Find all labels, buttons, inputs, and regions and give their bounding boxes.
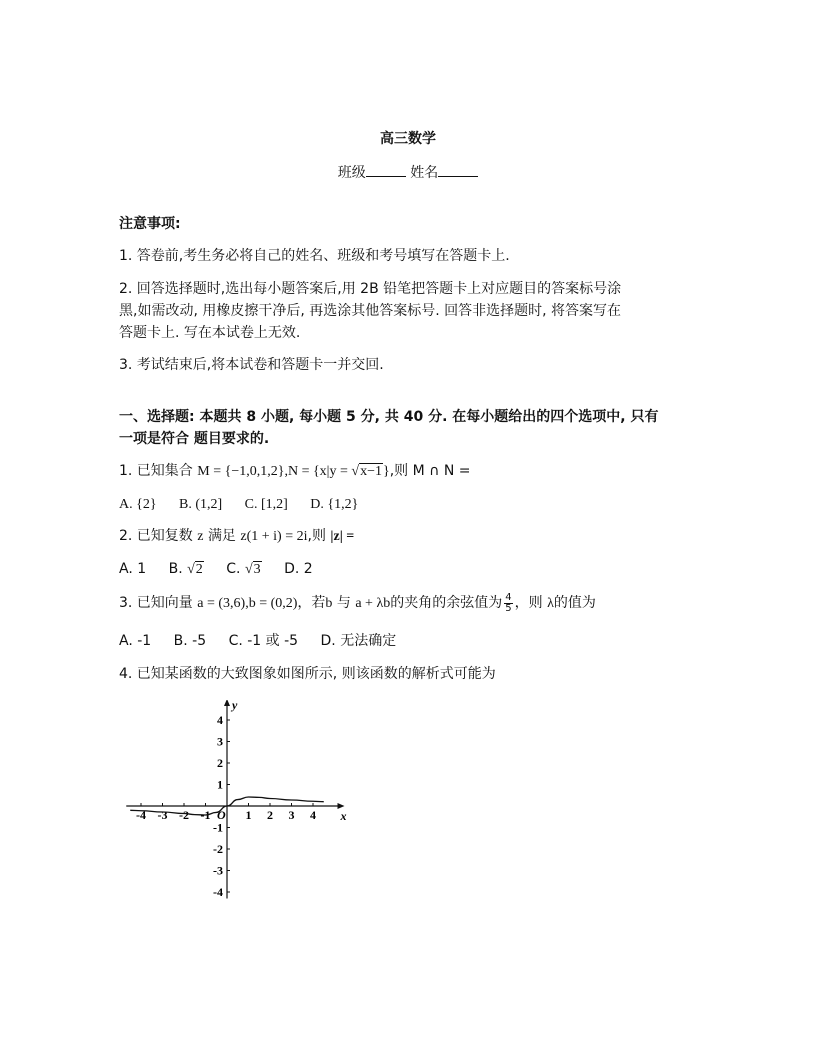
class-blank[interactable] xyxy=(366,164,406,177)
x-tick-label: 3 xyxy=(288,808,295,822)
note-item-1: 1. 答卷前,考生务必将自己的姓名、班级和考号填写在答题卡上. xyxy=(119,248,510,264)
q1-suffix: ,则 M ∩ N = xyxy=(389,463,471,479)
y-tick-label: 2 xyxy=(217,756,223,770)
y-tick-label: -4 xyxy=(213,885,223,899)
q2-equation: z(1 + i) = 2i xyxy=(240,529,308,544)
note-item-2-line-1: 2. 回答选择题时,选出每小题答案后,用 2B 铅笔把答题卡上对应题目的答案标号涂 xyxy=(119,281,622,297)
y-tick-label: 4 xyxy=(217,713,223,727)
q3-option-a[interactable]: A. -1 xyxy=(119,633,152,649)
q1-option-a[interactable]: A. {2} xyxy=(119,497,157,512)
q1-option-d[interactable]: D. {1,2} xyxy=(310,497,359,512)
q1-option-b[interactable]: B. (1,2] xyxy=(179,497,223,512)
function-graph xyxy=(120,700,360,905)
q2-option-a[interactable]: A. 1 xyxy=(119,561,147,577)
page-title: 高三数学 xyxy=(380,131,436,147)
y-tick-label: 3 xyxy=(217,734,223,749)
origin-label: O xyxy=(217,808,226,822)
q1-option-c[interactable]: C. [1,2] xyxy=(244,497,288,512)
x-tick-label: -3 xyxy=(157,808,168,822)
x-tick-label: -4 xyxy=(136,808,146,822)
q2-var: z xyxy=(197,529,204,544)
q1-set-n-start: ,N = {x|y = xyxy=(284,464,352,479)
name-blank[interactable] xyxy=(438,164,478,177)
q1-prefix: 1. 已知集合 xyxy=(119,463,193,479)
q2-mid: 满足 xyxy=(207,528,236,544)
x-tick-label: 4 xyxy=(310,808,316,822)
note-item-2-line-2: 黑,如需改动, 用橡皮擦干净后, 再选涂其他答案标号. 回答非选择题时, 将答案写在 xyxy=(119,303,622,319)
q2-option-c[interactable]: C. √3 xyxy=(226,561,261,577)
x-tick-label: 2 xyxy=(267,808,273,822)
q2-option-d[interactable]: D. 2 xyxy=(284,561,313,577)
q3-prefix: 3. 已知向量 xyxy=(119,595,193,611)
q3-option-b[interactable]: B. -5 xyxy=(173,633,207,649)
class-name-line xyxy=(0,162,816,182)
q3-fraction: $\frac{4}{5}$ xyxy=(505,591,512,614)
q3-options xyxy=(119,630,709,652)
q2-options xyxy=(119,558,709,581)
section1-heading-line-2: 一项是符合 题目要求的. xyxy=(119,431,270,447)
y-tick-label: -2 xyxy=(213,842,223,856)
note-item-2-line-3: 答题卡上. 写在本试卷上无效. xyxy=(119,325,301,341)
q1-set-m: M = {−1,0,1,2} xyxy=(197,464,285,479)
section1-heading-line-1: 一、选择题: 本题共 8 小题, 每小题 5 分, 共 40 分. 在每小题给出的四个选项中, 只有 xyxy=(119,409,659,425)
question-2 xyxy=(119,525,709,548)
y-axis-label: y xyxy=(232,700,238,712)
q1-options xyxy=(119,493,709,516)
x-tick-label: -1 xyxy=(200,808,211,822)
q2-prefix: 2. 已知复数 xyxy=(119,528,193,544)
class-label: 班级 xyxy=(337,165,366,181)
y-tick-label: 1 xyxy=(217,777,223,792)
question-4: 4. 已知某函数的大致图象如图所示, 则该函数的解析式可能为 xyxy=(119,666,496,682)
question-1: 1. 已知集合 M = {−1,0,1,2},N = {x|y = √x−1},则 M ∩ N = xyxy=(119,463,471,479)
q2-option-b[interactable]: B. √2 xyxy=(168,561,203,577)
q3-vectors: a = (3,6),b = (0,2) xyxy=(197,596,298,611)
x-tick-label: 1 xyxy=(245,808,252,822)
q1-set-n-end: } xyxy=(382,464,390,479)
note-item-3: 3. 考试结束后,将本试卷和答题卡一并交回. xyxy=(119,357,384,373)
q3-expr: a + λb xyxy=(355,596,391,611)
q3-option-c[interactable]: C. -1 或 -5 xyxy=(228,633,299,649)
x-tick-label: -2 xyxy=(179,808,189,822)
q3-option-d[interactable]: D. 无法确定 xyxy=(320,633,397,649)
question-3: 3. 已知向量 a = (3,6),b = (0,2)，若b 与 a + λb的夹角的余弦值为 $\frac{4}{5}$ ，则 λ的值为 xyxy=(119,591,596,614)
y-tick-label: -3 xyxy=(213,863,223,878)
q2-abs: |z| = xyxy=(330,529,355,544)
notes-heading: 注意事项: xyxy=(119,216,181,232)
name-label: 姓名 xyxy=(410,165,439,181)
q2-suffix: ,则 xyxy=(307,528,326,544)
q1-sqrt-arg: x−1 xyxy=(360,464,382,479)
y-tick-label: -1 xyxy=(213,820,223,835)
x-axis-label: x xyxy=(340,809,347,823)
y-axis-arrow xyxy=(224,700,230,706)
